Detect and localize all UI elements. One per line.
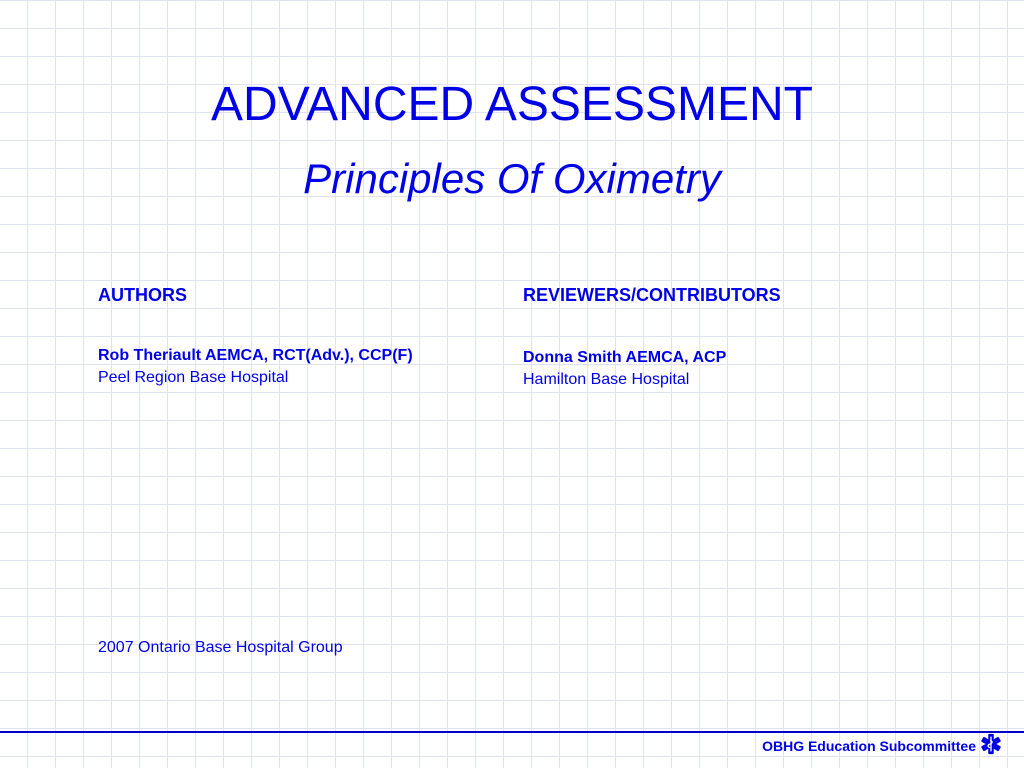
- author-name: Rob Theriault AEMCA, RCT(Adv.), CCP(F): [98, 347, 413, 364]
- authors-heading: AUTHORS: [98, 285, 187, 305]
- reviewers-section: [523, 284, 943, 391]
- committee-label: OBHG Education Subcommittee: [762, 738, 976, 754]
- reviewer-entry: [523, 347, 943, 391]
- copyright-text: 2007 Ontario Base Hospital Group: [98, 639, 343, 656]
- footer-divider: [0, 731, 1024, 733]
- slide-title: ADVANCED ASSESSMENT: [211, 78, 813, 131]
- author-entry: [98, 345, 498, 389]
- reviewer-organization: Hamilton Base Hospital: [523, 371, 690, 388]
- slide-subtitle: Principles Of Oximetry: [303, 155, 721, 202]
- star-of-life-icon: [980, 733, 1002, 755]
- reviewer-name: Donna Smith AEMCA, ACP: [523, 349, 727, 366]
- authors-section: [98, 284, 498, 389]
- reviewers-heading: REVIEWERS/CONTRIBUTORS: [523, 285, 781, 305]
- author-organization: Peel Region Base Hospital: [98, 369, 289, 386]
